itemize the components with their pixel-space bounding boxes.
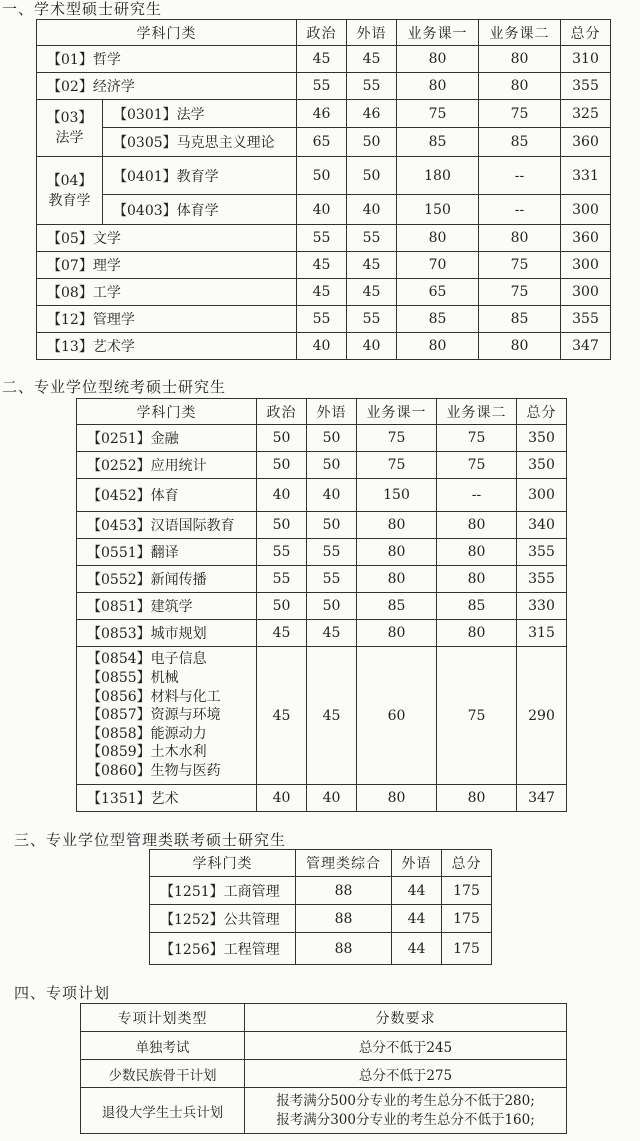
col-header-category: 学科门类 xyxy=(150,850,296,877)
col-header-foreign: 外语 xyxy=(307,399,357,425)
cell-course2: 75 xyxy=(437,452,517,479)
table-row xyxy=(81,1032,567,1060)
table-row xyxy=(77,785,567,812)
cell-course2: -- xyxy=(437,479,517,512)
cell-course2: 75 xyxy=(479,279,561,306)
cell-foreign: 50 xyxy=(347,128,397,157)
cell-total: 355 xyxy=(517,566,567,593)
row-label: 【0401】教育学 xyxy=(103,157,297,195)
table-row xyxy=(37,73,611,100)
cell-course2: 75 xyxy=(479,100,561,128)
cell-foreign: 45 xyxy=(347,252,397,279)
row-label: 【1351】艺术 xyxy=(77,785,257,812)
cell-course1: 80 xyxy=(357,539,437,566)
row-label: 【0452】体育 xyxy=(77,479,257,512)
table-row xyxy=(77,647,567,785)
cell-total: 300 xyxy=(561,195,611,225)
cell-politics: 55 xyxy=(297,73,347,100)
cell-foreign: 40 xyxy=(307,479,357,512)
row-label: 【0858】能源动力 xyxy=(87,725,207,742)
cell-politics: 45 xyxy=(297,279,347,306)
cell-politics: 50 xyxy=(297,157,347,195)
cell-foreign: 55 xyxy=(347,225,397,252)
group-code: 【04】 xyxy=(46,172,93,189)
row-label: 【0860】生物与医药 xyxy=(87,762,221,779)
cell-politics: 55 xyxy=(297,225,347,252)
table-row xyxy=(37,195,611,225)
cell-total: 315 xyxy=(517,620,567,647)
plan-type: 单独考试 xyxy=(81,1032,245,1060)
row-label: 【0851】建筑学 xyxy=(77,593,257,620)
cell-course1: 80 xyxy=(357,512,437,539)
cell-foreign: 55 xyxy=(347,306,397,333)
cell-foreign: 44 xyxy=(392,933,442,965)
plan-requirement-multiline xyxy=(245,1088,567,1134)
header-row xyxy=(37,20,611,46)
plan-requirement: 总分不低于245 xyxy=(245,1032,567,1060)
table-row xyxy=(77,566,567,593)
table-row xyxy=(37,128,611,157)
table-row xyxy=(37,252,611,279)
table-row xyxy=(77,452,567,479)
cell-total: 360 xyxy=(561,225,611,252)
cell-total: 347 xyxy=(561,333,611,360)
table-row xyxy=(37,157,611,195)
management-master-table xyxy=(149,849,492,965)
col-header-total: 总分 xyxy=(561,20,611,46)
cell-course2: 80 xyxy=(479,225,561,252)
cell-course1: 85 xyxy=(397,128,479,157)
plan-requirement-line: 报考满分300分专业的考生总分不低于160; xyxy=(276,1111,535,1128)
cell-total: 175 xyxy=(442,905,492,933)
cell-foreign: 44 xyxy=(392,877,442,905)
cell-course2: 75 xyxy=(437,647,517,785)
col-header-course2: 业务课二 xyxy=(437,399,517,425)
cell-foreign: 40 xyxy=(347,333,397,360)
cell-politics: 55 xyxy=(257,566,307,593)
col-header-foreign: 外语 xyxy=(347,20,397,46)
cell-course1: 150 xyxy=(397,195,479,225)
cell-total: 325 xyxy=(561,100,611,128)
cell-foreign: 50 xyxy=(307,425,357,452)
col-header-foreign: 外语 xyxy=(392,850,442,877)
cell-course1: 80 xyxy=(397,225,479,252)
cell-course1: 75 xyxy=(357,452,437,479)
cell-foreign: 45 xyxy=(307,647,357,785)
cell-politics: 40 xyxy=(297,333,347,360)
cell-course1: 75 xyxy=(397,100,479,128)
row-label: 【13】艺术学 xyxy=(37,333,297,360)
table-row xyxy=(37,279,611,306)
cell-total: 310 xyxy=(561,46,611,73)
col-header-course1: 业务课一 xyxy=(357,399,437,425)
col-header-total: 总分 xyxy=(517,399,567,425)
plan-type: 少数民族骨干计划 xyxy=(81,1060,245,1088)
col-header-category: 学科门类 xyxy=(77,399,257,425)
row-label: 【07】理学 xyxy=(37,252,297,279)
row-label: 【01】哲学 xyxy=(37,46,297,73)
cell-course2: 80 xyxy=(437,785,517,812)
col-header-politics: 政治 xyxy=(297,20,347,46)
row-label: 【02】经济学 xyxy=(37,73,297,100)
cell-politics: 50 xyxy=(257,512,307,539)
cell-politics: 65 xyxy=(297,128,347,157)
cell-politics: 45 xyxy=(297,46,347,73)
section-4-title: 四、专项计划 xyxy=(14,984,111,1002)
col-header-management: 管理类综合 xyxy=(296,850,392,877)
table-row xyxy=(37,46,611,73)
row-label: 【1252】公共管理 xyxy=(150,905,296,933)
table-row xyxy=(37,100,611,128)
col-header-total: 总分 xyxy=(442,850,492,877)
cell-course2: -- xyxy=(479,157,561,195)
cell-politics: 45 xyxy=(257,647,307,785)
group-code: 【03】 xyxy=(46,110,93,126)
col-header-plan-type: 专项计划类型 xyxy=(81,1004,245,1032)
cell-total: 350 xyxy=(517,425,567,452)
cell-politics: 45 xyxy=(297,252,347,279)
row-label: 【0854】电子信息 xyxy=(87,651,207,668)
cell-course2: 80 xyxy=(479,333,561,360)
cell-politics: 40 xyxy=(257,479,307,512)
academic-master-table xyxy=(36,19,611,360)
table-row xyxy=(150,877,492,905)
cell-total: 340 xyxy=(517,512,567,539)
table-row xyxy=(77,512,567,539)
cell-total: 347 xyxy=(517,785,567,812)
group-label-education xyxy=(37,157,103,225)
cell-total: 175 xyxy=(442,933,492,965)
col-header-politics: 政治 xyxy=(257,399,307,425)
row-label: 【0453】汉语国际教育 xyxy=(77,512,257,539)
cell-total: 175 xyxy=(442,877,492,905)
row-label: 【0857】资源与环境 xyxy=(87,707,221,724)
table-row xyxy=(37,306,611,333)
cell-course1: 80 xyxy=(357,785,437,812)
table-row xyxy=(77,620,567,647)
cell-course1: 65 xyxy=(397,279,479,306)
section-1-title: 一、学术型硕士研究生 xyxy=(2,0,163,18)
cell-management: 88 xyxy=(296,877,392,905)
cell-course2: 80 xyxy=(437,566,517,593)
cell-politics: 50 xyxy=(257,425,307,452)
cell-course1: 85 xyxy=(357,593,437,620)
table-row xyxy=(77,479,567,512)
row-label: 【1256】工程管理 xyxy=(150,933,296,965)
row-label: 【05】文学 xyxy=(37,225,297,252)
cell-foreign: 55 xyxy=(307,566,357,593)
header-row xyxy=(77,399,567,425)
cell-foreign: 40 xyxy=(347,195,397,225)
cell-course1: 70 xyxy=(397,252,479,279)
cell-total: 360 xyxy=(561,128,611,157)
group-name: 法学 xyxy=(55,130,84,146)
cell-course1: 80 xyxy=(397,46,479,73)
col-header-score-requirement: 分数要求 xyxy=(245,1004,567,1032)
cell-foreign: 50 xyxy=(347,157,397,195)
row-label: 【0251】金融 xyxy=(77,425,257,452)
table-row xyxy=(37,225,611,252)
cell-politics: 50 xyxy=(257,593,307,620)
table-row xyxy=(81,1088,567,1134)
row-label: 【12】管理学 xyxy=(37,306,297,333)
row-label: 【0856】材料与化工 xyxy=(87,688,221,705)
cell-management: 88 xyxy=(296,933,392,965)
cell-foreign: 50 xyxy=(307,593,357,620)
cell-course1: 85 xyxy=(397,306,479,333)
cell-course1: 80 xyxy=(397,73,479,100)
cell-politics: 45 xyxy=(257,620,307,647)
cell-total: 350 xyxy=(517,452,567,479)
table-row xyxy=(37,333,611,360)
cell-foreign: 55 xyxy=(307,539,357,566)
cell-course2: 80 xyxy=(479,46,561,73)
cell-foreign: 50 xyxy=(307,452,357,479)
cell-total: 290 xyxy=(517,647,567,785)
table-row xyxy=(77,425,567,452)
col-header-category: 学科门类 xyxy=(37,20,297,46)
cell-total: 355 xyxy=(561,73,611,100)
cell-management: 88 xyxy=(296,905,392,933)
row-label: 【0855】机械 xyxy=(87,670,179,687)
cell-politics: 40 xyxy=(257,785,307,812)
cell-politics: 55 xyxy=(257,539,307,566)
cell-course2: 75 xyxy=(437,425,517,452)
cell-total: 355 xyxy=(561,306,611,333)
row-label: 【0301】法学 xyxy=(103,100,297,128)
cell-politics: 50 xyxy=(257,452,307,479)
cell-foreign: 50 xyxy=(307,512,357,539)
plan-requirement: 总分不低于275 xyxy=(245,1060,567,1088)
cell-course2: -- xyxy=(479,195,561,225)
header-row xyxy=(81,1004,567,1032)
row-label: 【0305】马克思主义理论 xyxy=(103,128,297,157)
cell-course1: 150 xyxy=(357,479,437,512)
row-label-group xyxy=(77,647,257,785)
cell-course1: 80 xyxy=(357,566,437,593)
special-plan-table xyxy=(80,1003,567,1134)
section-3-title: 三、专业学位型管理类联考硕士研究生 xyxy=(14,831,287,849)
row-label: 【0252】应用统计 xyxy=(77,452,257,479)
cell-total: 330 xyxy=(517,593,567,620)
cell-foreign: 46 xyxy=(347,100,397,128)
cell-course1: 60 xyxy=(357,647,437,785)
cell-total: 300 xyxy=(561,252,611,279)
group-name: 教育学 xyxy=(48,192,91,209)
cell-course1: 80 xyxy=(397,333,479,360)
cell-politics: 46 xyxy=(297,100,347,128)
cell-foreign: 44 xyxy=(392,905,442,933)
cell-total: 331 xyxy=(561,157,611,195)
cell-course2: 85 xyxy=(479,128,561,157)
cell-course1: 75 xyxy=(357,425,437,452)
row-label: 【0853】城市规划 xyxy=(77,620,257,647)
cell-course1: 180 xyxy=(397,157,479,195)
cell-foreign: 55 xyxy=(347,73,397,100)
cell-foreign: 45 xyxy=(307,620,357,647)
cell-course2: 80 xyxy=(479,73,561,100)
row-label: 【0403】体育学 xyxy=(103,195,297,225)
group-label-law xyxy=(37,100,103,157)
cell-course2: 85 xyxy=(479,306,561,333)
col-header-course2: 业务课二 xyxy=(479,20,561,46)
cell-course2: 80 xyxy=(437,539,517,566)
cell-total: 300 xyxy=(517,479,567,512)
cell-course1: 80 xyxy=(357,620,437,647)
professional-master-table xyxy=(76,398,567,812)
table-row xyxy=(77,539,567,566)
cell-foreign: 45 xyxy=(347,46,397,73)
cell-politics: 40 xyxy=(297,195,347,225)
table-row xyxy=(77,593,567,620)
cell-foreign: 45 xyxy=(347,279,397,306)
cell-course2: 75 xyxy=(479,252,561,279)
cell-foreign: 40 xyxy=(307,785,357,812)
row-label: 【1251】工商管理 xyxy=(150,877,296,905)
table-row xyxy=(81,1060,567,1088)
row-label: 【0552】新闻传播 xyxy=(77,566,257,593)
plan-type: 退役大学生士兵计划 xyxy=(81,1088,245,1134)
row-label: 【08】工学 xyxy=(37,279,297,306)
cell-politics: 55 xyxy=(297,306,347,333)
col-header-course1: 业务课一 xyxy=(397,20,479,46)
cell-course2: 80 xyxy=(437,620,517,647)
header-row xyxy=(150,850,492,877)
cell-total: 300 xyxy=(561,279,611,306)
cell-total: 355 xyxy=(517,539,567,566)
cell-course2: 80 xyxy=(437,512,517,539)
row-label: 【0859】土木水利 xyxy=(87,744,207,761)
section-2-title: 二、专业学位型统考硕士研究生 xyxy=(2,378,227,396)
table-row xyxy=(150,905,492,933)
row-label: 【0551】翻译 xyxy=(77,539,257,566)
cell-course2: 85 xyxy=(437,593,517,620)
plan-requirement-line: 报考满分500分专业的考生总分不低于280; xyxy=(276,1092,535,1109)
table-row xyxy=(150,933,492,965)
